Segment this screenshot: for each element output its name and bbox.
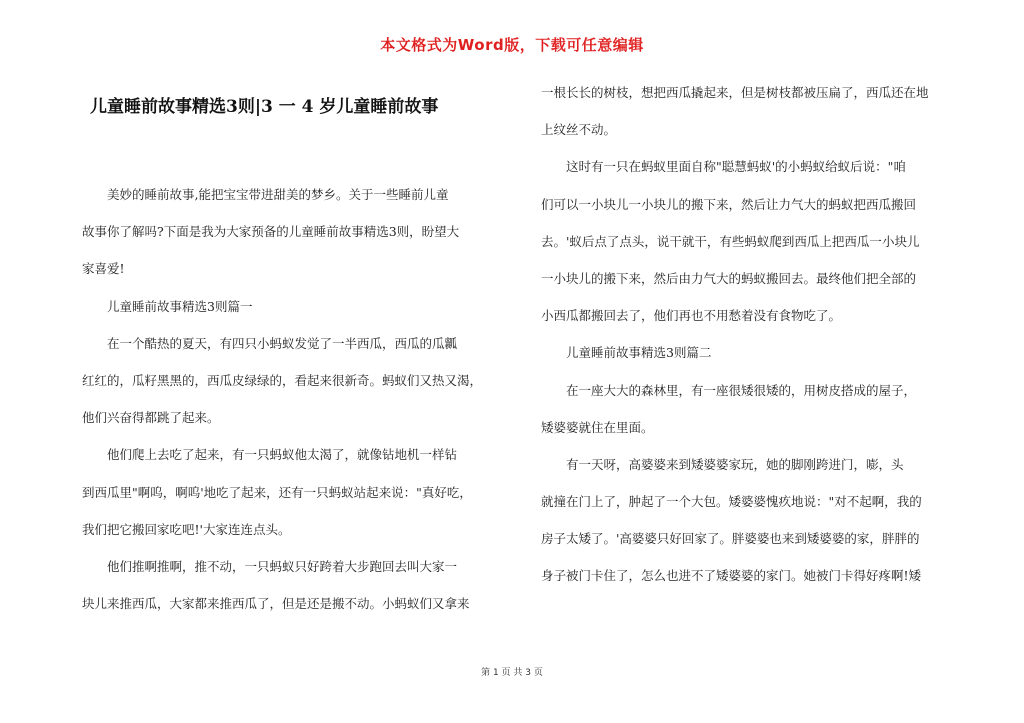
text-line: 美妙的睡前故事,能把宝宝带进甜美的梦乡。关于一些睡前儿童 [82, 187, 449, 202]
text-line: 就撞在门上了，肿起了一个大包。矮婆婆愧疚地说："对不起啊，我的 [541, 494, 922, 510]
text-line: 们可以一小块儿一小块儿的搬下来，然后让力气大的蚂蚁把西瓜搬回 [541, 196, 917, 212]
right-column [541, 74, 961, 595]
text-line: 身子被门卡住了，怎么也进不了矮婆婆的家门。她被门卡得好疼啊!矮 [541, 568, 922, 584]
text-line: 这时有一只在蚂蚁里面自称"聪慧蚂蚁'的小蚂蚁给蚁后说："咱 [541, 159, 906, 175]
text-line: 在一个酷热的夏天，有四只小蚂蚁发觉了一半西瓜，西瓜的瓜瓤 [82, 335, 458, 351]
text-line: 他们推啊推啊，推不动，一只蚂蚁只好跨着大步跑回去叫大家一 [82, 558, 458, 574]
text-line: 上纹丝不动。 [541, 122, 617, 138]
text-line: 红红的，瓜籽黑黑的，西瓜皮绿绿的，看起来很新奇。蚂蚁们又热又渴， [82, 372, 483, 388]
text-line: 我们把它搬回家吃吧!'大家连连点头。 [82, 521, 291, 537]
text-line: 房子太矮了。'高婆婆只好回家了。胖婆婆也来到矮婆婆的家，胖胖的 [541, 531, 920, 547]
left-column [82, 176, 502, 622]
page-title: 儿童睡前故事精选3则|3 一 4 岁儿童睡前故事 [90, 97, 439, 117]
text-line: 矮婆婆就住在里面。 [541, 419, 654, 435]
text-line: 块儿来推西瓜，大家都来推西瓜了，但是还是搬不动。小蚂蚁们又拿来 [82, 596, 470, 612]
word-format-banner: 本文格式为Word版，下载可任意编辑 [380, 36, 644, 54]
text-line: 家喜爱! [82, 261, 125, 277]
text-line: 去。'蚁后点了点头，说干就干，有些蚂蚁爬到西瓜上把西瓜一小块儿 [541, 233, 920, 249]
page-number: 第 1 页 共 3 页 [481, 668, 543, 678]
text-line: 儿童睡前故事精选3则篇二 [541, 345, 712, 361]
text-line: 他们爬上去吃了起来，有一只蚂蚁他太渴了，就像钻地机一样钻 [82, 447, 458, 463]
text-line: 他们兴奋得都跳了起来。 [82, 410, 220, 426]
text-line: 在一座大大的森林里，有一座很矮很矮的，用树皮搭成的屋子， [541, 382, 917, 398]
text-line: 有一天呀，高婆婆来到矮婆婆家玩，她的脚刚跨进门，嘭，头 [541, 456, 904, 472]
text-line: 小西瓜都搬回去了，他们再也不用愁着没有食物吃了。 [541, 308, 842, 324]
text-line: 儿童睡前故事精选3则篇一 [82, 298, 253, 314]
text-line: 一根长长的树枝，想把西瓜撬起来，但是树枝都被压扁了，西瓜还在地 [541, 85, 929, 100]
text-line: 故事你了解吗?下面是我为大家预备的儿童睡前故事精选3则，盼望大 [82, 224, 460, 240]
text-line: 一小块儿的搬下来，然后由力气大的蚂蚁搬回去。最终他们把全部的 [541, 270, 917, 286]
text-line: 到西瓜里"啊呜，啊呜'地吃了起来，还有一只蚂蚁站起来说："真好吃， [82, 484, 472, 500]
